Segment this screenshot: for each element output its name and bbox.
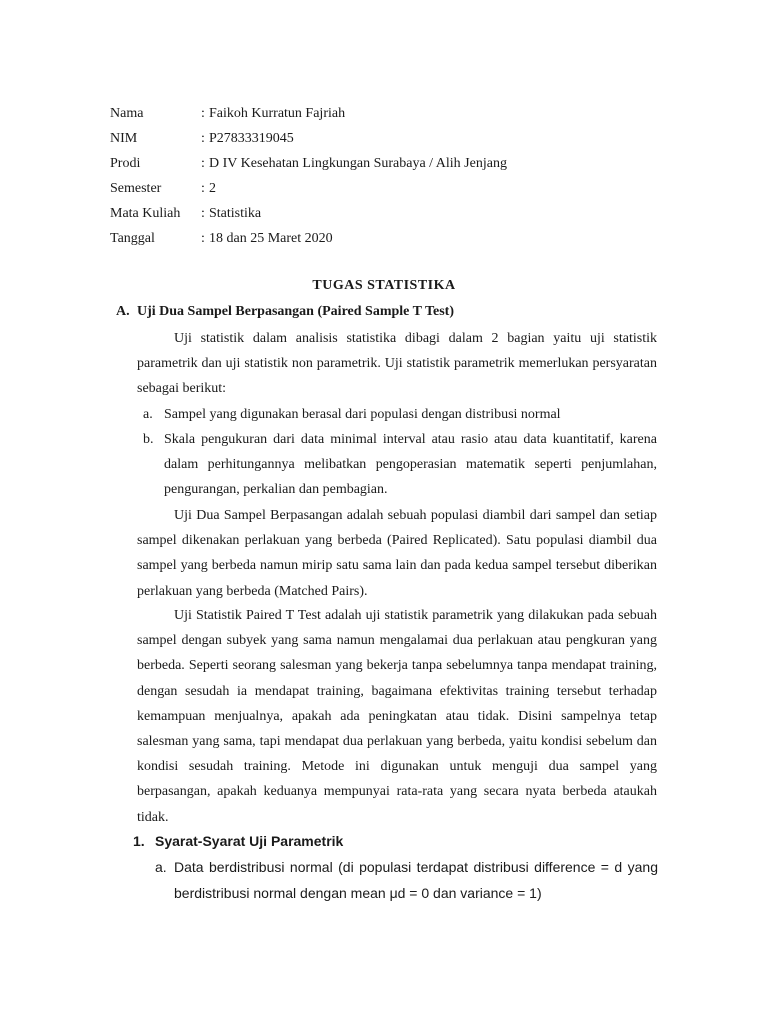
identity-value: 18 dan 25 Maret 2020 [209,231,333,246]
identity-label: Semester [110,181,162,196]
identity-value: 2 [209,181,216,196]
list-marker: a. [155,859,167,875]
list-item [143,427,657,503]
paragraph-intro [137,326,657,402]
list-item-text: Skala pengukuran dari data minimal interval atau rasio atau data kuantitatif, karena dalam perhitungannya melibatkan pengoperasian matematik seperti penjumlahan, pengurangan, perkalian dan pembagian. [164,432,657,498]
identity-value: Statistika [209,206,262,221]
identity-colon: : [201,106,205,121]
paragraph-3 [137,603,657,830]
list-marker: a. [143,407,153,422]
identity-label: NIM [110,131,138,146]
subsection-heading-text: Syarat-Syarat Uji Parametrik [155,833,344,849]
paragraph-text: Uji Dua Sampel Berpasangan adalah sebuah populasi diambil dari sampel dan setiap sampel dikenakan perlakuan yang berbeda (Paired Replicated). Satu populasi diambil dua sampel yang berbeda namun mirip satu sama lain dan pada kedua sampel tersebut diberikan perlakuan yang berbeda (Matched Pairs). [137,508,657,599]
identity-colon: : [201,131,205,146]
identity-row-nim [110,126,507,151]
identity-value: P27833319045 [209,131,294,146]
identity-value: Faikoh Kurratun Fajriah [209,106,346,121]
identity-label: Nama [110,106,144,121]
section-a-heading [116,299,454,324]
list-item-text: Sampel yang digunakan berasal dari populasi dengan distribusi normal [164,407,561,422]
identity-colon: : [201,181,205,196]
identity-label: Mata Kuliah [110,206,181,221]
identity-value: D IV Kesehatan Lingkungan Surabaya / Alih Jenjang [209,156,507,171]
identity-label: Tanggal [110,231,155,246]
identity-row-semester [110,176,507,201]
paragraph-2 [137,503,657,604]
list-item [143,402,657,427]
section-marker: A. [116,304,130,319]
list-marker: b. [143,432,154,447]
subsection-marker: 1. [133,833,145,849]
subsection-1-heading [133,829,343,854]
section-heading-text: Uji Dua Sampel Berpasangan (Paired Sample T Test) [137,304,454,319]
identity-colon: : [201,156,205,171]
paragraph-text: Uji Statistik Paired T Test adalah uji statistik parametrik yang dilakukan pada sebuah sampel dengan subyek yang sama namun mengalamai dua perlakuan atau pengkuran yang berbeda. Seperti seorang salesman yang bekerja tanpa sebelumnya tanpa mendapat training, dengan sesudah ia mendapat training, bagaimana efektivitas training tersebut terhadap kemampuan menjualnya, apakah ada peningkatan atau tidak. Disini sampelnya tetap salesman yang sama, tapi mendapat dua perlakuan yang berbeda, yaitu kondisi sebelum dan kondisi sesudah training. Metode ini digunakan untuk menguji dua sampel yang berpasangan, apakah keduanya mempunyai rata-rata yang secara nyata berbeda ataukah tidak. [137,608,657,825]
identity-colon: : [201,206,205,221]
identity-row-prodi [110,151,507,176]
identity-block [110,101,507,251]
list-item-text: Data berdistribusi normal (di populasi terdapat distribusi difference = d yang berdistribusi normal dengan mean μd = 0 dan variance = 1) [174,859,658,901]
paragraph-text: Uji statistik dalam analisis statistika dibagi dalam 2 bagian yaitu uji statistik parametrik dan uji statistik non parametrik. Uji statistik parametrik memerlukan persyaratan sebagai berikut: [137,331,657,397]
identity-label: Prodi [110,156,141,171]
list-item [155,855,658,906]
identity-row-name [110,101,507,126]
identity-row-date [110,226,507,251]
document-title: TUGAS STATISTIKA [312,278,456,293]
identity-colon: : [201,231,205,246]
identity-row-course [110,201,507,226]
